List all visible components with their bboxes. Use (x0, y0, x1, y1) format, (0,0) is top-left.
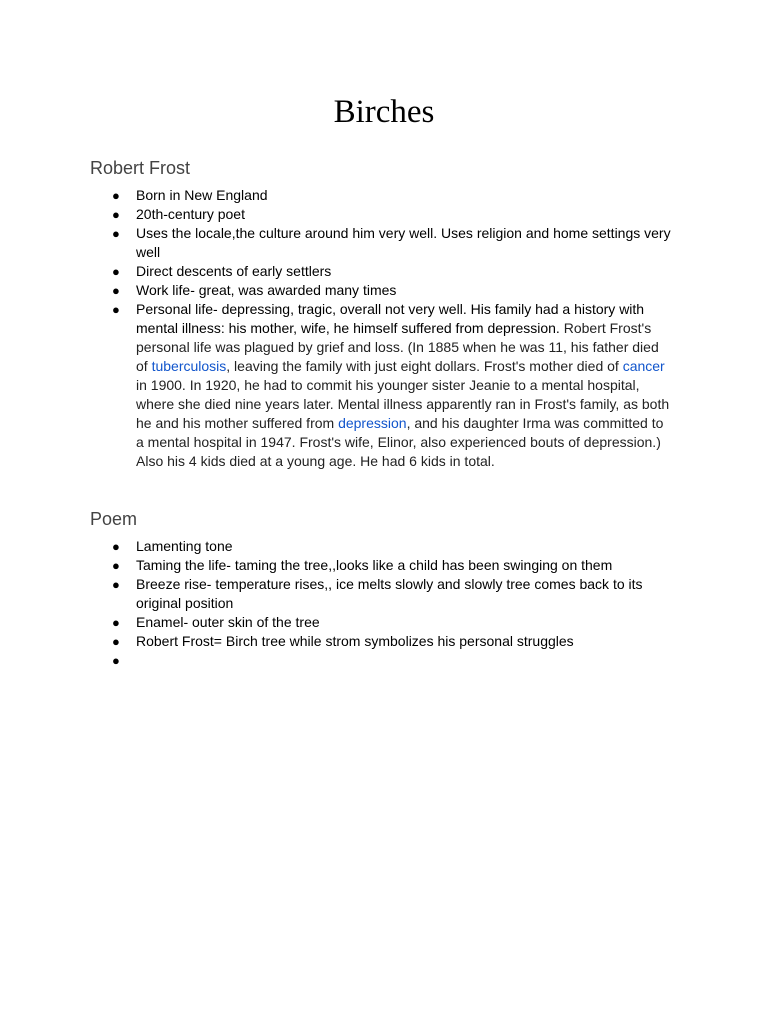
list-item (112, 224, 672, 262)
list-item-text: Enamel- outer skin of the tree (136, 614, 320, 630)
list-item (112, 186, 672, 205)
bullet-icon: ● (112, 283, 120, 298)
bullet-icon: ● (112, 653, 120, 668)
bullet-icon: ● (112, 264, 120, 279)
list-item-text: Robert Frost= Birch tree while strom symbolizes his personal struggles (136, 633, 574, 649)
list-item (112, 537, 672, 556)
list-item (112, 262, 672, 281)
bullet-icon: ● (112, 615, 120, 630)
list-item (112, 632, 672, 651)
list-item (112, 575, 672, 613)
list-item-text: Breeze rise- temperature rises,, ice melts slowly and slowly tree comes back to its original position (136, 576, 643, 611)
link-cancer[interactable]: cancer (622, 358, 665, 374)
list-item (112, 205, 672, 224)
bullet-icon: ● (112, 207, 120, 222)
list-item-text: Born in New England (136, 187, 268, 203)
list-item-text: Uses the locale,the culture around him very well. Uses religion and home settings very well (136, 225, 671, 260)
link-tuberculosis[interactable]: tuberculosis (151, 358, 227, 374)
list-item-text: Lamenting tone (136, 538, 233, 554)
bullet-icon: ● (112, 539, 120, 554)
list-item (112, 556, 672, 575)
list-item (112, 281, 672, 300)
list-item-text: Work life- great, was awarded many times (136, 282, 397, 298)
personal-life-quote-1: Robert Frost's personal life was plagued by grief and loss. (In 1885 when he was 11, his father died of (136, 320, 659, 374)
personal-life-quote-3: in 1900. In 1920, he had to commit his younger sister Jeanie to a mental hospital, where she died nine years later. Mental illness apparently ran in Frost's family, as both he and his mother suffered from (136, 377, 670, 431)
bullet-icon: ● (112, 577, 120, 592)
section-heading-robert-frost: Robert Frost (90, 158, 191, 178)
document-title: Birches (333, 94, 435, 130)
section-heading-poem: Poem (90, 509, 138, 529)
personal-life-text-1: Personal life- depressing, tragic, overall not very well. His family had a history with mental illness: his mother, wife, he himself suffered from depression. (136, 301, 645, 336)
bullet-list-robert-frost (112, 186, 672, 471)
list-item (112, 613, 672, 632)
bullet-list-poem (112, 537, 672, 670)
list-item-text: Taming the life- taming the tree,,looks like a child has been swinging on them (136, 557, 613, 573)
bullet-icon: ● (112, 188, 120, 203)
bullet-icon: ● (112, 302, 120, 317)
list-item-text: Direct descents of early settlers (136, 263, 332, 279)
link-depression[interactable]: depression (338, 415, 407, 431)
personal-life-quote-4: , and his daughter Irma was committed to a mental hospital in 1947. Frost's wife, Elinor, also experienced bouts of depression.) Also his 4 kids died at a young age. He had 6 kids in total. (136, 415, 664, 469)
bullet-icon: ● (112, 558, 120, 573)
list-item-personal-life (112, 300, 672, 471)
list-item-empty[interactable] (112, 651, 672, 670)
bullet-icon: ● (112, 226, 120, 241)
list-item-text: 20th-century poet (136, 206, 245, 222)
personal-life-quote-2: , leaving the family with just eight dollars. Frost's mother died of (226, 358, 623, 374)
bullet-icon: ● (112, 634, 120, 649)
